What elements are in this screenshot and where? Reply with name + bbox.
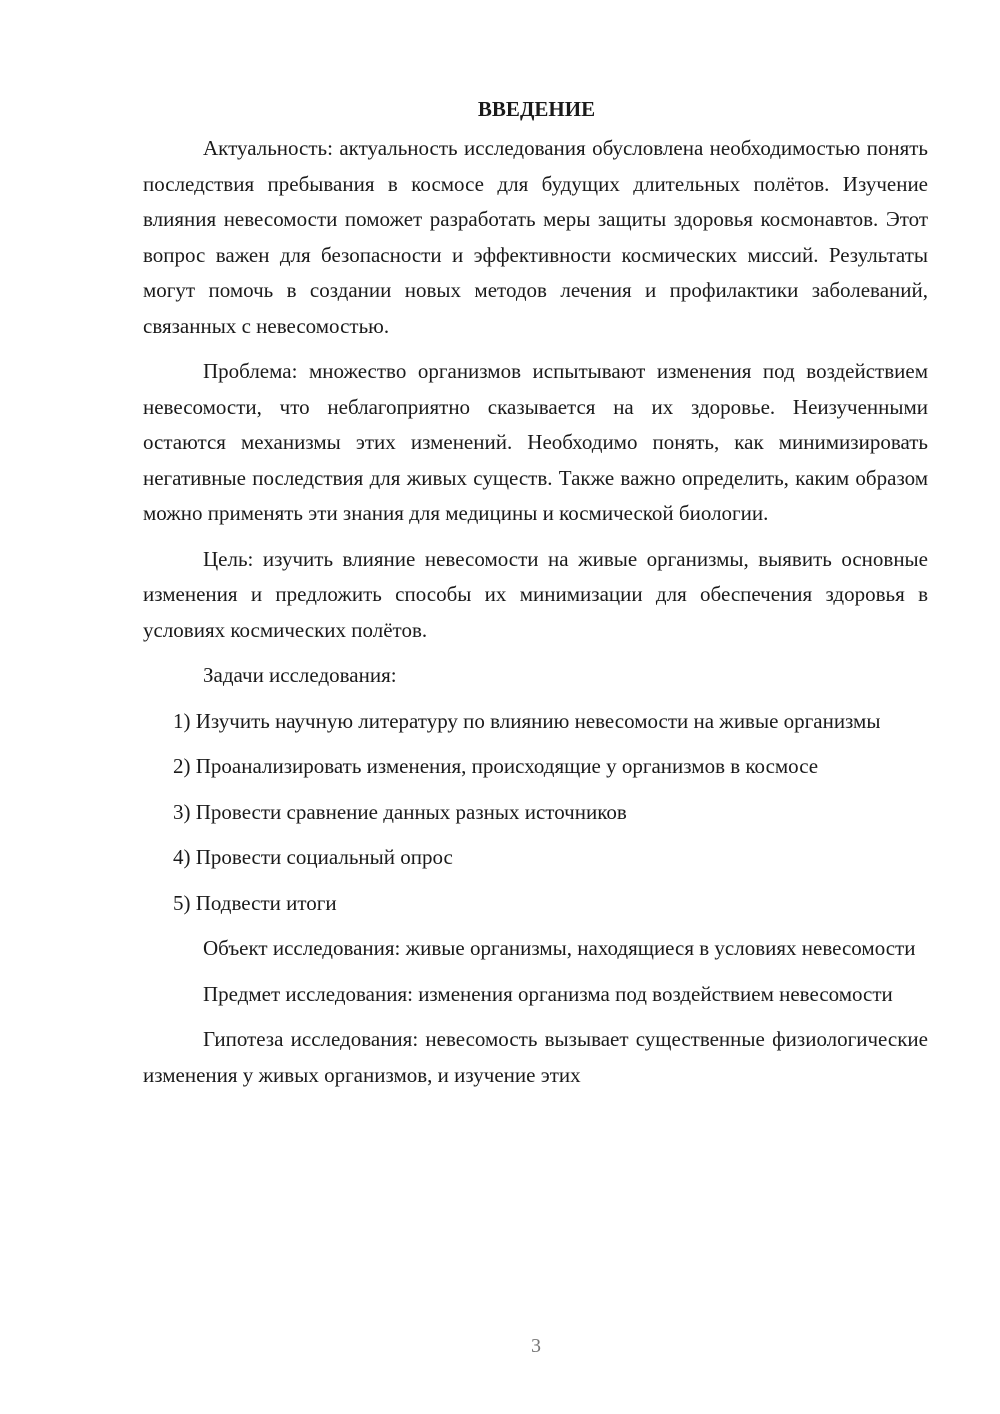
section-title: ВВЕДЕНИЕ	[477, 97, 596, 121]
tasks-list	[143, 704, 928, 922]
hypothesis-paragraph: Гипотеза исследования: невесомость вызывает существенные физиологические изменения у живых организмов, и изучение этих	[143, 1027, 928, 1087]
object-paragraph: Объект исследования: живые организмы, находящиеся в условиях невесомости	[203, 936, 916, 960]
task-item-5: 5) Подвести итоги	[173, 890, 337, 915]
page-number: 3	[531, 1335, 541, 1357]
task-item-3: 3) Провести сравнение данных разных источников	[173, 799, 627, 824]
goal-paragraph: Цель: изучить влияние невесомости на живые организмы, выявить основные изменения и предложить способы их минимизации для обеспечения здоровья в условиях космических полётов.	[143, 546, 928, 642]
tasks-heading: Задачи исследования:	[203, 663, 397, 687]
task-item-1: 1) Изучить научную литературу по влиянию невесомости на живые организмы	[173, 708, 881, 733]
task-item-2: 2) Проанализировать изменения, происходящие у организмов в космосе	[173, 754, 819, 778]
task-item-4: 4) Провести социальный опрос	[173, 845, 453, 869]
document-page	[143, 92, 928, 1093]
problem-paragraph: Проблема: множество организмов испытывают изменения под воздействием невесомости, что неблагоприятно сказывается на их здоровье. Неизученными остаются механизмы этих изменений. Необходимо понять, как минимизировать негативные последствия для живых существ. Также важно определить, каким образом можно применять эти знания для медицины и космической биологии.	[143, 359, 928, 525]
relevance-paragraph: Актуальность: актуальность исследования обусловлена необходимостью понять последствия пребывания в космосе для будущих длительных полётов. Изучение влияния невесомости поможет разработать меры защиты здоровья космонавтов. Этот вопрос важен для безопасности и эффективности космических миссий. Результаты могут помочь в создании новых методов лечения и профилактики заболеваний, связанных с невесомостью.	[143, 136, 928, 338]
subject-paragraph: Предмет исследования: изменения организма под воздействием невесомости	[203, 981, 893, 1006]
